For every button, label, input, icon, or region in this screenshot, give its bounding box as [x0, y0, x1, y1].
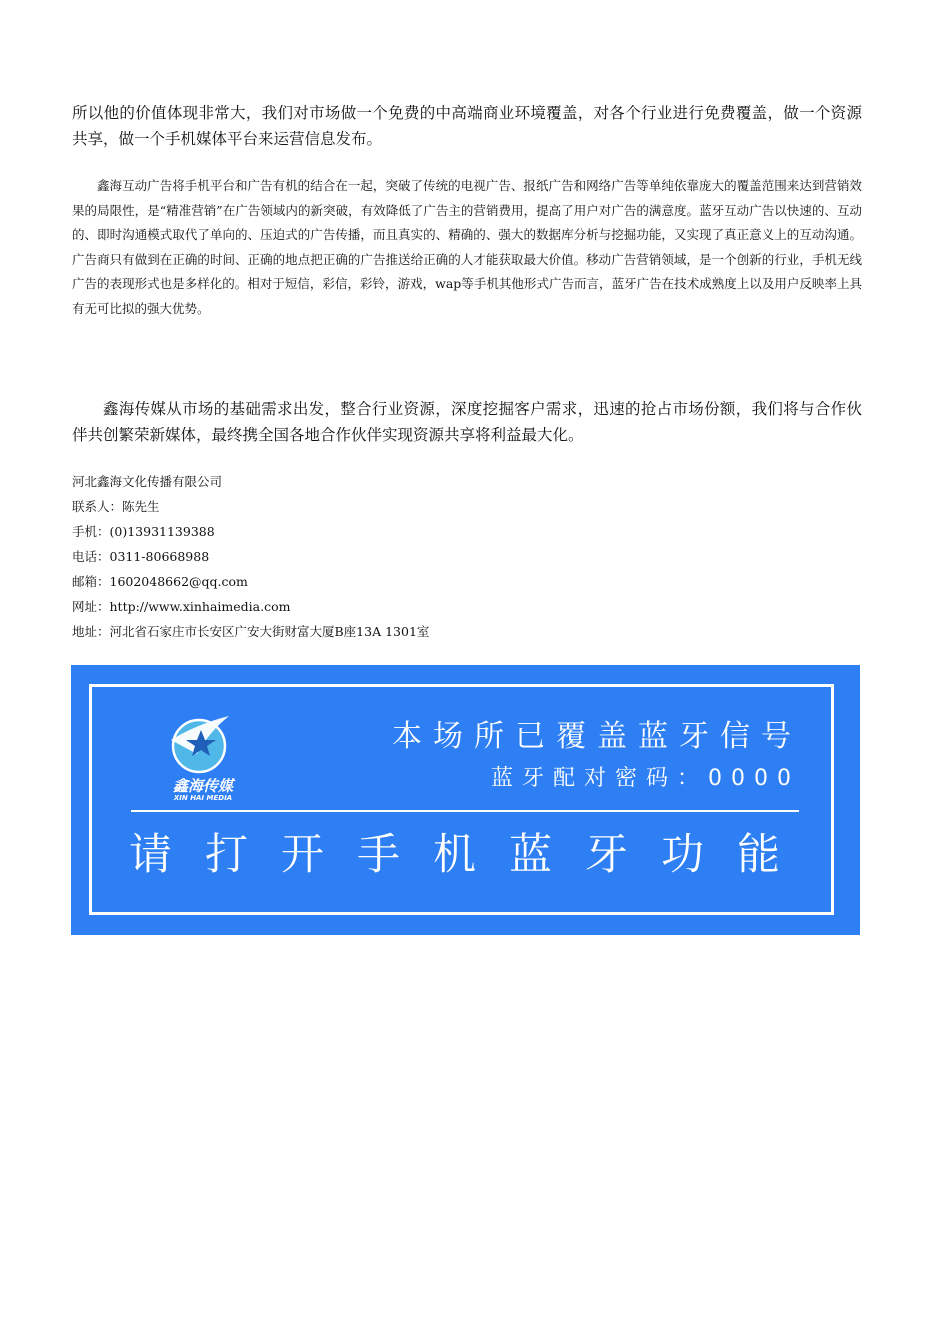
banner-divider	[131, 810, 799, 812]
closing-paragraph: 鑫海传媒从市场的基础需求出发，整合行业资源，深度挖掘客户需求，迅速的抢占市场份额，我们将与合作伙伴共创繁荣新媒体，最终携全国各地合作伙伴实现资源共享将利益最大化。	[72, 400, 862, 444]
logo-subtitle: XIN HAI MEDIA	[173, 794, 233, 802]
contact-person: 联系人：陈先生	[72, 499, 160, 514]
contact-block	[72, 469, 429, 644]
star-swoosh-icon	[167, 710, 237, 780]
body-paragraph: 鑫海互动广告将手机平台和广告有机的结合在一起，突破了传统的电视广告、报纸广告和网络广告等单纯依靠庞大的覆盖范围来达到营销效果的局限性，是“精准营销”在广告领域内的新突破，有效降低了广告主的营销费用，提高了用户对广告的满意度。蓝牙互动广告以快速的、互动的、即时沟通模式取代了单向的、压迫式的广告传播，而且真实的、精确的、强大的数据库分析与挖掘功能，又实现了真正意义上的互动沟通。广告商只有做到在正确的时间、正确的地点把正确的广告推送给正确的人才能获取最大价值。移动广告营销领域，是一个创新的行业，手机无线广告的表现形式也是多样化的。相对于短信，彩信，彩铃，游戏，wap等手机其他形式广告而言，蓝牙广告在技术成熟度上以及用户反映率上具有无可比拟的强大优势。	[72, 178, 862, 316]
contact-website: 网址：http://www.xinhaimedia.com	[72, 599, 291, 614]
contact-address: 地址：河北省石家庄市长安区广安大街财富大厦B座13A 1301室	[72, 624, 430, 639]
contact-phone: 电话：0311-80668988	[72, 549, 210, 564]
contact-email: 邮箱：1602048662@qq.com	[72, 574, 248, 589]
bluetooth-banner	[71, 665, 860, 935]
banner-title: 本场所已覆盖蓝牙信号	[392, 719, 802, 754]
contact-mobile: 手机：(0)13931139388	[72, 524, 215, 539]
call-to-action: 请打开手机蓝牙功能	[129, 830, 813, 880]
company-name: 河北鑫海文化传播有限公司	[72, 474, 223, 489]
pairing-code: 蓝牙配对密码：0000	[491, 766, 800, 791]
logo-name: 鑫海传媒	[172, 777, 233, 795]
intro-paragraph: 所以他的价值体现非常大，我们对市场做一个免费的中高端商业环境覆盖，对各个行业进行免费覆盖，做一个资源共享，做一个手机媒体平台来运营信息发布。	[72, 104, 862, 148]
